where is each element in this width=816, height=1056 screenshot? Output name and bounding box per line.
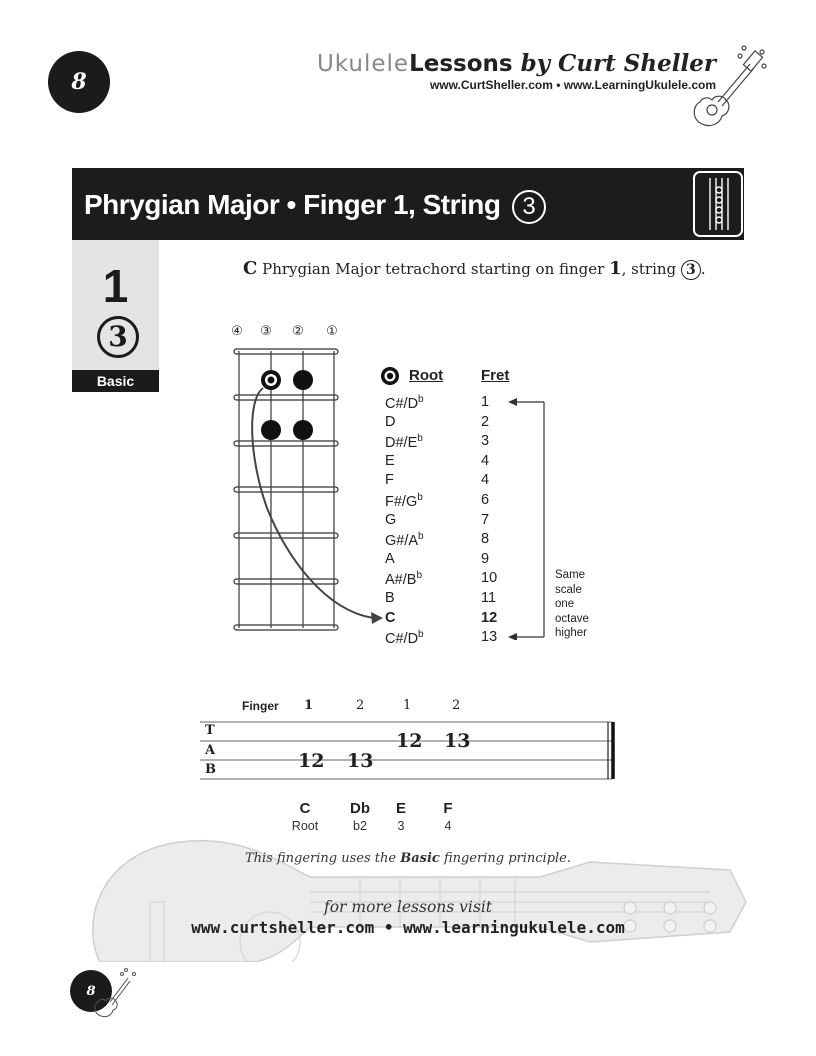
fingering-chart-icon — [692, 170, 744, 238]
root-note-name: D — [385, 413, 396, 430]
root-note — [385, 610, 395, 626]
intro-text — [243, 258, 706, 280]
fret-header-label: Fret — [481, 367, 510, 384]
footer-ukulele-icon — [92, 966, 136, 1018]
root-note-name: G#/A — [385, 532, 419, 549]
root-note-name: C#/D — [385, 630, 419, 647]
root-table-row — [385, 590, 515, 610]
sidebar-string-number: 3 — [97, 316, 139, 358]
root-table — [385, 394, 515, 649]
string-label-1: ① — [326, 324, 338, 339]
root-note — [385, 433, 423, 451]
octave-note — [555, 568, 615, 641]
root-table-row — [385, 551, 515, 571]
string-label-4: ④ — [231, 324, 243, 339]
root-note-name: E — [385, 452, 395, 469]
tab-finger: 2 — [356, 698, 365, 713]
root-column-header — [409, 367, 443, 384]
page-number: 8 — [71, 69, 87, 95]
root-fret: 11 — [481, 589, 497, 606]
title-string-number: 3 — [512, 190, 546, 224]
scale-note-interval: 3 — [397, 819, 405, 833]
finger-dot — [261, 420, 281, 440]
root-note — [385, 590, 395, 606]
root-fret: 2 — [481, 413, 490, 430]
tab-finger: 1 — [304, 698, 314, 713]
root-table-row — [385, 433, 515, 453]
root-header-label: Root — [409, 367, 444, 384]
root-note — [385, 629, 424, 647]
root-fret: 7 — [481, 511, 490, 528]
flat-symbol: b — [418, 629, 424, 641]
principle-text: This fingering uses the — [244, 851, 401, 866]
page-title — [84, 189, 546, 224]
scale-note-name: C — [299, 800, 311, 817]
finger-dot — [293, 420, 313, 440]
principle-text: fingering principle. — [439, 851, 572, 866]
root-note-name: C — [385, 609, 396, 626]
root-fret: 4 — [481, 472, 490, 489]
root-table-row — [385, 531, 515, 551]
root-note-name: F — [385, 472, 394, 489]
string-label-3: ③ — [260, 324, 272, 339]
tab-note: 13 — [444, 730, 471, 752]
tab-letter-b: B — [205, 762, 216, 777]
root-note-name: D#/E — [385, 435, 418, 452]
octave-note-line: Same — [555, 569, 586, 581]
octave-note-line: one — [555, 598, 575, 610]
octave-note-line: octave — [555, 612, 589, 625]
fret-6 — [234, 625, 338, 630]
string-label-2: ② — [292, 324, 304, 339]
root-fret: 6 — [481, 491, 490, 508]
scale-note-interval: Root — [291, 819, 319, 833]
octave-note-line: higher — [555, 627, 587, 639]
octave-bracket — [505, 390, 550, 640]
fret-2 — [234, 441, 338, 446]
intro-text-part: Phrygian Major tetrachord starting on finger — [257, 260, 610, 278]
root-marker-center — [268, 377, 275, 384]
root-note — [385, 492, 423, 510]
scale-note-name: Db — [350, 800, 370, 817]
root-table-row — [385, 414, 515, 434]
flat-symbol: b — [418, 394, 424, 405]
root-note — [385, 394, 424, 412]
footer-page-number: 8 — [86, 983, 96, 999]
root-table-row — [385, 610, 515, 630]
scale-note-interval: 4 — [444, 819, 452, 833]
root-fret: 8 — [481, 531, 490, 548]
root-note — [385, 472, 394, 488]
octave-note-line: scale — [555, 583, 582, 596]
sidebar-principle-badge: Basic — [72, 370, 159, 392]
footer-urls[interactable]: www.curtsheller.com • www.learningukulele.com — [191, 918, 625, 937]
intro-text-part: . — [700, 260, 706, 278]
root-fret: 12 — [481, 609, 498, 626]
root-note — [385, 453, 395, 469]
scale-note-name: F — [443, 800, 453, 817]
fret-5 — [234, 579, 338, 584]
brand-title — [317, 50, 716, 78]
root-marker-icon — [380, 366, 400, 386]
root-note-name: G — [385, 511, 397, 528]
fret-4 — [234, 533, 338, 538]
tab-letter-t: T — [205, 723, 215, 738]
tab-note: 12 — [298, 750, 325, 772]
brand-header — [317, 50, 716, 92]
nut — [234, 349, 338, 354]
brand-part-author: by Curt Sheller — [512, 50, 716, 77]
tab-note: 13 — [347, 750, 374, 772]
root-fret: 3 — [481, 433, 490, 450]
root-fret: 10 — [481, 570, 498, 587]
intro-key: C — [243, 258, 258, 279]
tab-finger: 1 — [403, 698, 412, 713]
brand-part-ukulele: Ukulele — [316, 51, 410, 77]
root-table-row — [385, 570, 515, 590]
root-note — [385, 414, 395, 430]
brand-urls: www.CurtSheller.com • www.LearningUkulele.com — [429, 78, 716, 92]
scale-note-name: E — [395, 800, 406, 817]
fret-3 — [234, 487, 338, 492]
root-table-row — [385, 394, 515, 414]
root-note-name: F#/G — [385, 493, 418, 510]
root-fret: 4 — [481, 452, 490, 469]
root-note-name: A#/B — [385, 572, 417, 589]
root-note — [385, 531, 424, 549]
root-table-row — [385, 629, 515, 649]
root-table-row — [385, 472, 515, 492]
root-table-row — [385, 492, 515, 512]
root-fret: 1 — [481, 394, 490, 410]
root-note-name: B — [385, 589, 395, 606]
root-note — [385, 570, 422, 588]
intro-finger: 1 — [609, 258, 622, 279]
tab-letter-a: A — [205, 743, 216, 758]
ukulele-logo-icon — [688, 44, 768, 130]
root-table-row — [385, 453, 515, 473]
root-note-name: C#/D — [385, 395, 419, 412]
finger-dot — [293, 370, 313, 390]
scale-note-interval: b2 — [353, 819, 367, 833]
tab-finger: 2 — [452, 698, 461, 713]
flat-symbol: b — [417, 433, 423, 445]
page-title-text: Phrygian Major • Finger 1, String — [84, 189, 501, 220]
intro-text-part: , string — [621, 260, 681, 278]
root-note — [385, 512, 396, 528]
page-number-badge — [48, 51, 110, 113]
sidebar-finger-number: 1 — [102, 260, 129, 312]
flat-symbol: b — [417, 491, 423, 503]
root-fret: 9 — [481, 550, 490, 567]
flat-symbol: b — [416, 570, 422, 582]
root-fret: 13 — [481, 629, 498, 646]
fret-column-header — [481, 367, 509, 384]
root-note-name: A — [385, 550, 395, 567]
flat-symbol: b — [418, 531, 424, 543]
root-table-row — [385, 512, 515, 532]
fret-1 — [234, 395, 338, 400]
fingering-principle-note — [0, 851, 816, 866]
intro-string-number: 3 — [681, 260, 701, 280]
brand-part-lessons: Lessons — [409, 51, 513, 77]
principle-name: Basic — [400, 851, 440, 866]
arrow-head-icon — [371, 612, 383, 624]
more-lessons-text: for more lessons visit — [323, 898, 493, 916]
tab-note: 12 — [396, 730, 423, 752]
root-note — [385, 551, 395, 567]
finger-row-label: Finger — [242, 699, 279, 713]
